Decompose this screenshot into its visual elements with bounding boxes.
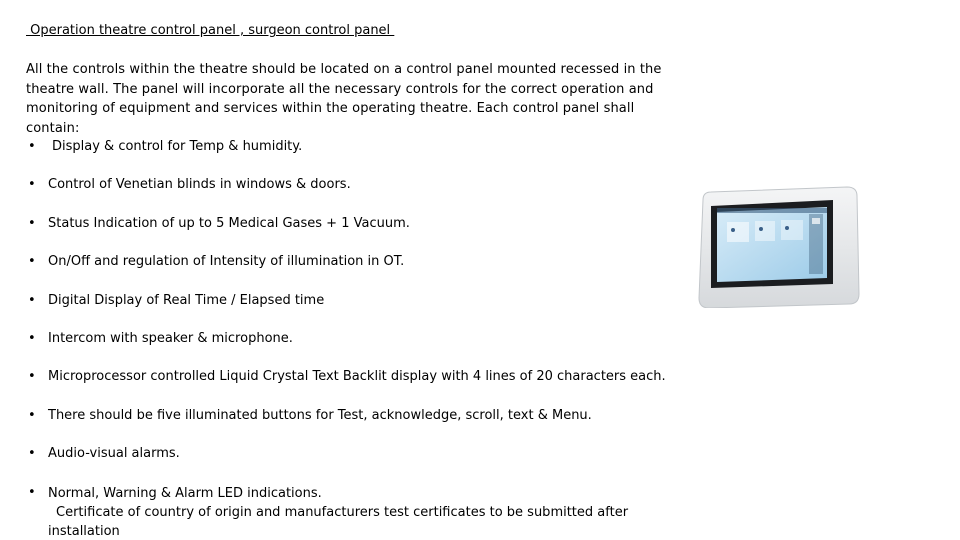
list-item-text: Status Indication of up to 5 Medical Gases + 1 Vacuum. [48, 215, 410, 231]
bullet-icon: • [28, 407, 36, 423]
list-item-text: Normal, Warning & Alarm LED indications. [48, 485, 322, 501]
list-item-text: Display & control for Temp & humidity. [52, 139, 303, 154]
bullet-icon: • [28, 369, 36, 385]
certificate-note: Certificate of country of origin and manufacturers test certificates to be submitted after [56, 504, 629, 520]
list-item-text-block [48, 484, 648, 540]
list-item-text: Control of Venetian blinds in windows & doors. [48, 177, 351, 193]
bullet-icon: • [28, 292, 36, 308]
bullet-icon: • [28, 446, 36, 462]
list-item-text: Microprocessor controlled Liquid Crystal Text Backlit display with 4 lines of 20 characters each. [48, 369, 666, 385]
list-item [26, 292, 686, 330]
list-item [26, 253, 686, 291]
page-title: Operation theatre control panel , surgeon control panel [26, 23, 395, 38]
feature-list [26, 138, 686, 539]
bullet-icon: • [28, 139, 36, 154]
list-item [26, 215, 686, 253]
list-item [26, 330, 686, 368]
list-item-text: There should be five illuminated buttons for Test, acknowledge, scroll, text & Menu. [48, 407, 592, 423]
bullet-icon: • [28, 254, 36, 270]
list-item [26, 484, 686, 539]
bullet-icon: • [28, 215, 36, 231]
certificate-note-continued: installation [48, 523, 120, 539]
list-item [26, 176, 686, 214]
list-item-text: Digital Display of Real Time / Elapsed time [48, 292, 325, 308]
list-item [26, 138, 686, 176]
touch-panel-image [697, 186, 861, 308]
bullet-icon: • [28, 484, 36, 500]
bullet-icon: • [28, 177, 36, 193]
list-item-text: On/Off and regulation of Intensity of illumination in OT. [48, 254, 405, 270]
intro-paragraph: All the controls within the theatre should be located on a control panel mounted recessed in the theatre wall. The panel will incorporate all the necessary controls for the correct operation and monitoring of equipment and services within the operating theatre. Each control panel shall contain: [26, 62, 662, 136]
list-item-text: Intercom with speaker & microphone. [48, 330, 293, 346]
bullet-icon: • [28, 330, 36, 346]
list-item-text: Audio-visual alarms. [48, 446, 180, 462]
list-item [26, 368, 686, 406]
list-item [26, 407, 686, 445]
list-item [26, 445, 686, 483]
